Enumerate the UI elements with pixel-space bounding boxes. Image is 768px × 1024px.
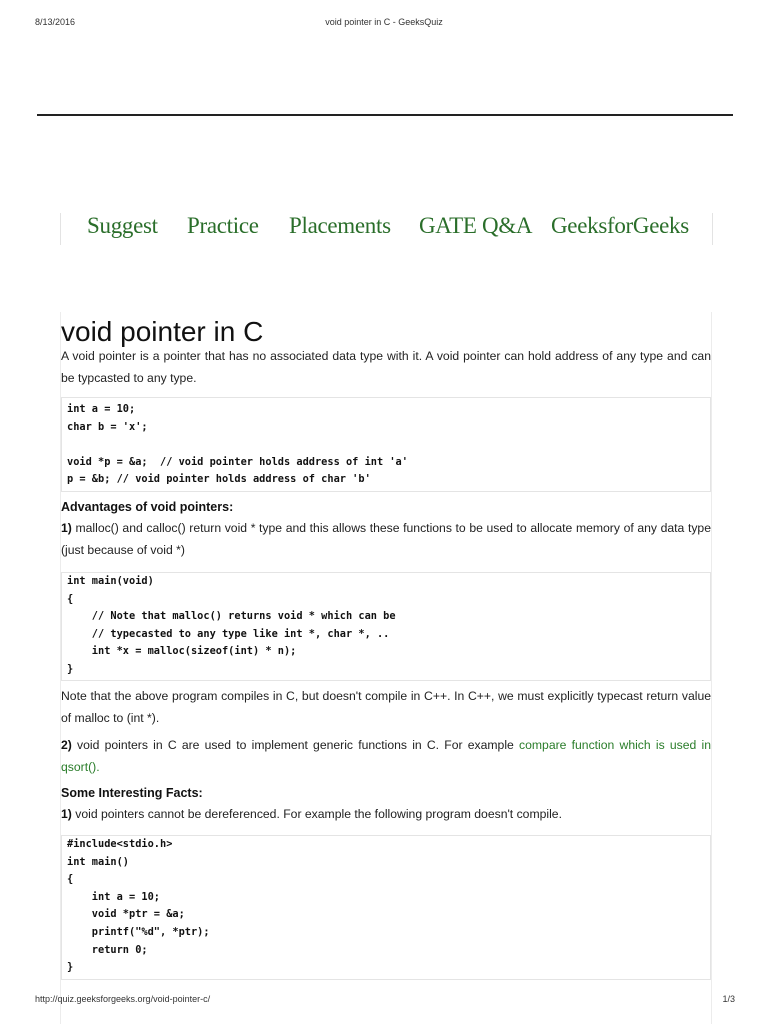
code-line: { <box>67 592 74 605</box>
code-line: // Note that malloc() returns void * which can be <box>67 610 396 623</box>
code-line: printf("%d", *ptr); <box>67 925 210 938</box>
advantage-1 <box>61 517 711 561</box>
compare-function-link[interactable]: compare function which is used in qsort(). <box>61 738 711 774</box>
advantage-2-number: 2) <box>61 738 72 752</box>
nav-suggest[interactable]: Suggest <box>87 213 158 238</box>
nav-gate-qa[interactable]: GATE Q&A <box>419 213 533 238</box>
code-line: void *p = &a; // void pointer holds address of int 'a' <box>67 455 408 468</box>
advantage-1-number: 1) <box>61 521 72 535</box>
code-line: return 0; <box>67 943 148 956</box>
fact-1-number: 1) <box>61 807 72 821</box>
nav-placements[interactable]: Placements <box>289 213 391 238</box>
print-date: 8/13/2016 <box>35 17 76 27</box>
code-line: { <box>67 873 74 886</box>
code-line: void *ptr = &a; <box>67 908 185 921</box>
code-block-1 <box>61 397 711 492</box>
code-line: p = &b; // void pointer holds address of char 'b' <box>67 473 371 486</box>
code-line: #include<stdio.h> <box>67 838 173 850</box>
code-line: } <box>67 961 74 974</box>
code-line: // typecasted to any type like int *, char *, .. <box>67 627 390 640</box>
code-line: int a = 10; <box>67 890 160 903</box>
advantages-heading: Advantages of void pointers: <box>61 500 234 514</box>
code-line: char b = 'x'; <box>67 420 148 433</box>
code-line: int main() <box>67 855 129 868</box>
advantage-2-text: void pointers in C are used to implement generic functions in C. For example <box>77 738 514 752</box>
print-page-number: 1/3 <box>722 994 735 1004</box>
header-divider <box>37 114 733 116</box>
advantage-2 <box>61 734 711 778</box>
article-title: void pointer in C <box>61 316 264 347</box>
code-line: int a = 10; <box>67 403 136 415</box>
code-line: } <box>67 662 74 675</box>
code-line <box>62 436 710 454</box>
nav-practice[interactable]: Practice <box>187 213 259 238</box>
code-block-3 <box>61 835 711 980</box>
code-line: int *x = malloc(sizeof(int) * n); <box>67 645 297 658</box>
article <box>60 312 712 1024</box>
facts-heading: Some Interesting Facts: <box>61 786 203 800</box>
advantage-1-text: malloc() and calloc() return void * type and this allows these functions to be used to allocate memory of any data type (just because of void *) <box>61 521 711 557</box>
fact-1 <box>61 803 711 825</box>
fact-1-text: void pointers cannot be dereferenced. For example the following program doesn't compile. <box>75 807 562 821</box>
nav-geeksforgeeks[interactable]: GeeksforGeeks <box>551 213 689 238</box>
print-url: http://quiz.geeksforgeeks.org/void-pointer-c/ <box>35 994 211 1004</box>
code-line: int main(void) <box>67 575 154 587</box>
intro-paragraph: A void pointer is a pointer that has no associated data type with it. A void pointer can hold address of any type and can be typcasted to any type. <box>61 349 711 385</box>
print-page-title: void pointer in C - GeeksQuiz <box>325 17 443 27</box>
code-block-2 <box>61 572 711 681</box>
note-paragraph: Note that the above program compiles in C, but doesn't compile in C++. In C++, we must explicitly typecast return value of malloc to (int *). <box>61 689 711 725</box>
top-nav <box>60 213 713 245</box>
